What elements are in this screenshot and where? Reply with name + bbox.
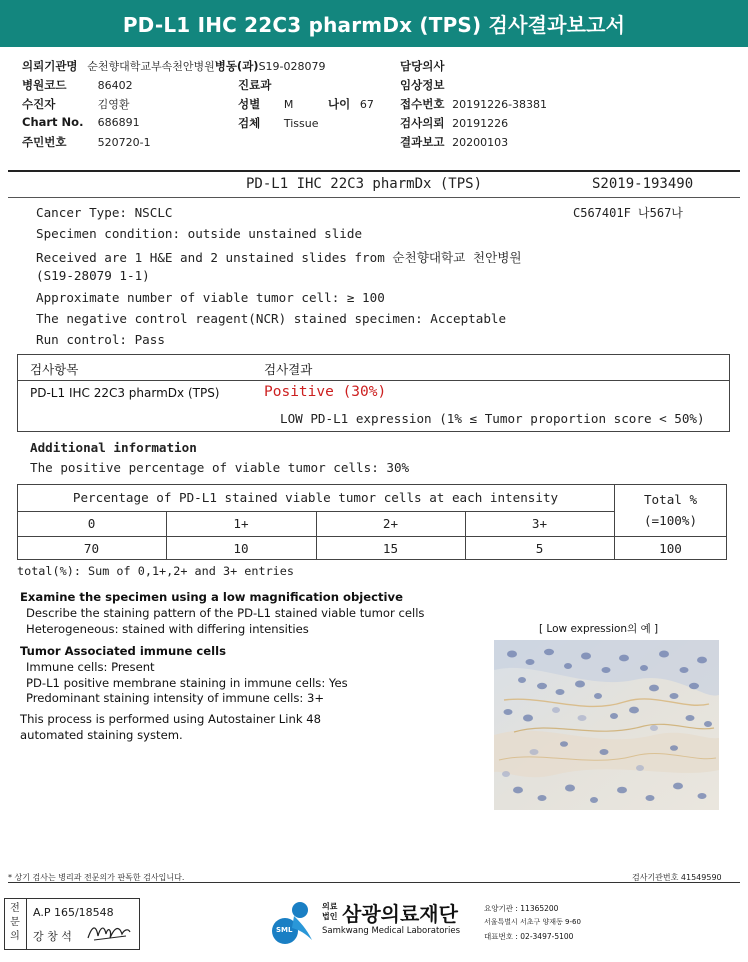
chart-value: 686891 — [97, 116, 140, 129]
intensity-value-divider — [17, 536, 727, 537]
age-label: 나이 — [328, 97, 351, 111]
age-value: 67 — [359, 98, 374, 111]
test-title-divider — [8, 197, 740, 198]
result-interpretation: LOW PD-L1 expression (1% ≤ Tumor proportion score < 50%) — [280, 411, 705, 426]
contact-line-3: 대표번호 : 02-3497-5100 — [484, 932, 574, 941]
institution-suffix-value: S19-028079 — [258, 60, 326, 73]
result-table-divider — [17, 380, 730, 381]
sex-label: 성별 — [238, 97, 261, 111]
examinee-row — [22, 96, 130, 112]
specimen-value: Tissue — [283, 117, 319, 130]
request-row — [400, 115, 508, 131]
sml-logo-mark: SML — [276, 926, 293, 934]
specimen-label: 검체 — [238, 116, 261, 130]
specimen-condition-line: Specimen condition: outside unstained slide — [36, 226, 363, 241]
signature-name: 강 창 석 — [33, 930, 72, 943]
request-label: 검사의뢰 — [400, 116, 445, 130]
sex-value: M — [283, 98, 294, 111]
doctor-label: 담당의사 — [400, 59, 445, 73]
contact-line-1: 요양기관 : 11365200 — [484, 904, 559, 913]
immune-line-3: Predominant staining intensity of immune cells: 3+ — [26, 691, 325, 705]
handwritten-signature — [86, 920, 132, 944]
intensity-value-0: 70 — [83, 541, 100, 556]
process-line-1: This process is performed using Autostainer Link 48 — [20, 712, 321, 726]
intensity-value-2: 15 — [382, 541, 399, 556]
result-item-name: PD-L1 IHC 22C3 pharmDx (TPS) — [30, 386, 220, 400]
low-mag-line-2: Heterogeneous: stained with differing intensities — [26, 622, 309, 636]
hospital-code-row — [22, 77, 133, 93]
intensity-total-value: 100 — [659, 541, 682, 556]
immune-line-1: Immune cells: Present — [26, 660, 155, 674]
age-row — [328, 96, 374, 112]
intensity-level-2: 2+ — [382, 516, 399, 531]
received-id-line: (S19-28079 1-1) — [36, 268, 150, 283]
image-caption: [ Low expression의 예 ] — [539, 623, 659, 635]
institution-value: 순천향대학교부속천안병원 — [87, 60, 215, 73]
logo-small-1: 의료 — [322, 902, 338, 911]
registration-number: 검사기관번호 41549590 — [632, 873, 722, 882]
report-value: 20200103 — [452, 136, 509, 149]
hospital-code-value: 86402 — [97, 79, 133, 92]
result-col-result-header: 검사결과 — [264, 362, 313, 377]
institution-label: 의뢰기관명 — [22, 59, 78, 73]
intensity-value-1: 10 — [233, 541, 249, 556]
additional-text: The positive percentage of viable tumor cells: 30% — [30, 460, 410, 475]
rrn-row — [22, 134, 151, 150]
clinical-label: 임상정보 — [400, 78, 445, 92]
logo-english-name: Samkwang Medical Laboratories — [322, 926, 461, 936]
signature-divider — [26, 898, 27, 950]
run-control-line: Run control: Pass — [36, 332, 165, 347]
intensity-level-0: 0 — [87, 516, 96, 531]
low-mag-line-1: Describe the staining pattern of the PD-L1 stained viable tumor cells — [26, 606, 425, 620]
request-value: 20191226 — [452, 117, 509, 130]
intensity-header: Percentage of PD-L1 stained viable tumor cells at each intensity — [72, 490, 559, 505]
sex-row — [238, 96, 293, 112]
contact-line-2: 서울특별시 서초구 양재동 9-60 — [484, 918, 581, 926]
report-label: 결과보고 — [400, 135, 445, 149]
receipt-value: 20191226-38381 — [452, 98, 548, 111]
intensity-level-1: 1+ — [233, 516, 249, 531]
process-line-2: automated staining system. — [20, 728, 183, 742]
report-title: PD-L1 IHC 22C3 pharmDx (TPS) 검사결과보고서 — [0, 0, 748, 47]
test-number: S2019-193490 — [592, 176, 694, 192]
receipt-label: 접수번호 — [400, 97, 445, 111]
intensity-value-3: 5 — [535, 541, 544, 556]
received-line: Received are 1 H&E and 2 unstained slides from 순천향대학교 천안병원 — [36, 250, 522, 265]
immune-heading: Tumor Associated immune cells — [20, 644, 226, 658]
intensity-total-header-1: Total % — [643, 492, 698, 507]
institution-suffix-label: 병동(과) — [214, 59, 259, 73]
examinee-label: 수진자 — [22, 97, 56, 111]
report-row — [400, 134, 508, 150]
viable-tumor-line: Approximate number of viable tumor cell: ≥ 100 — [36, 290, 385, 305]
doctor-row — [400, 58, 448, 74]
immune-line-2: PD-L1 positive membrane staining in immune cells: Yes — [26, 676, 348, 690]
footer-note: * 상기 검사는 병리과 전문의가 판독한 검사입니다. — [8, 873, 185, 882]
test-name: PD-L1 IHC 22C3 pharmDx (TPS) — [246, 176, 483, 192]
ncr-line: The negative control reagent(NCR) stained specimen: Acceptable — [36, 311, 507, 326]
chart-label: Chart No. — [22, 115, 84, 129]
result-col-item-header: 검사항목 — [30, 362, 79, 377]
header-divider — [8, 170, 740, 172]
receipt-row — [400, 96, 547, 112]
intensity-footnote: total(%): Sum of 0,1+,2+ and 3+ entries — [17, 564, 294, 578]
intensity-level-3: 3+ — [531, 516, 548, 531]
institution-row — [22, 58, 326, 74]
rrn-value: 520720-1 — [97, 136, 151, 149]
cancer-type-line: Cancer Type: NSCLC — [36, 205, 173, 220]
sml-logo-icon — [270, 898, 320, 948]
additional-heading: Additional information — [30, 440, 197, 455]
dept-row — [238, 77, 275, 93]
hospital-code-label: 병원코드 — [22, 78, 67, 92]
low-mag-heading: Examine the specimen using a low magnification objective — [20, 590, 403, 604]
intensity-total-header-2: (=100%) — [643, 513, 698, 528]
chart-row — [22, 115, 140, 129]
result-positive: Positive (30%) — [264, 384, 387, 400]
test-code: C567401F 나567나 — [573, 206, 683, 220]
histology-image — [494, 640, 719, 810]
logo-small-2: 법인 — [322, 912, 338, 921]
signature-side-label: 전문의 — [10, 903, 20, 942]
dept-label: 진료과 — [238, 78, 272, 92]
specimen-row — [238, 115, 319, 131]
clinical-row — [400, 77, 448, 93]
rrn-label: 주민번호 — [22, 135, 67, 149]
signature-code: A.P 165/18548 — [33, 906, 114, 919]
examinee-value: 김영환 — [97, 98, 130, 111]
logo-name: 삼광의료재단 — [342, 902, 458, 926]
